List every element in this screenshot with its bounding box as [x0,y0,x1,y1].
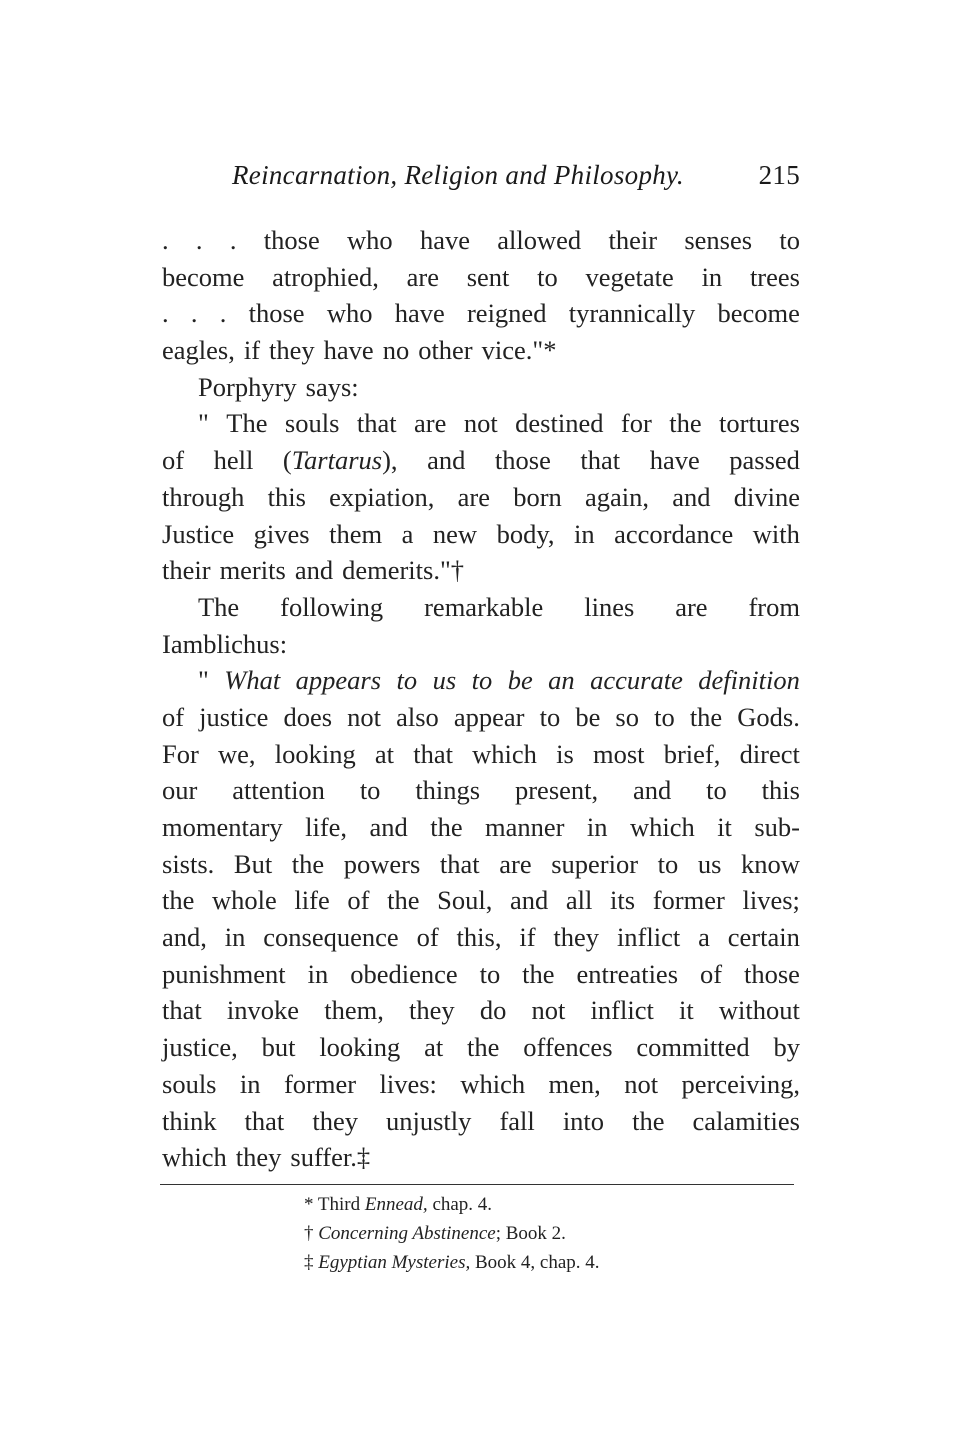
word: from [748,591,800,622]
word: momentary [162,812,283,842]
word: destined [515,408,604,439]
word: to [539,701,561,732]
word: that [244,1105,285,1136]
body-text [162,222,800,1176]
word: this [267,481,306,512]
word: (Tartarus), [282,445,398,476]
word: remarkable [424,591,544,622]
word: into [562,1105,605,1136]
word: looking [319,1032,401,1063]
word: are [499,848,532,879]
text-line [162,809,800,846]
word: for [620,408,652,439]
text-line [162,662,800,699]
text-line [162,626,800,663]
word: " [198,665,209,696]
word: passed [729,445,800,476]
word: us [697,848,722,879]
running-title: Reincarnation, Religion and Philosophy. [232,160,684,190]
word: committed [636,1032,750,1063]
text-line [162,479,800,516]
word: gives [253,518,310,549]
word: to [654,701,675,732]
word: at [374,738,395,769]
word: . [219,298,227,329]
word: whole [212,885,277,916]
word: we, [218,738,256,769]
word: Porphyry [198,371,297,402]
word: Soul, [437,885,493,916]
word: senses [684,225,753,255]
word: the [522,958,555,989]
word: vice."* [481,335,557,366]
word: it [679,995,694,1026]
footnote-ref: chap. 4. [432,1194,493,1215]
word: manner [485,812,565,842]
text-line [162,369,800,406]
word: our [162,775,198,806]
word: their [608,225,658,255]
word: us [432,665,457,696]
word: . [162,298,169,329]
word: things [415,775,481,806]
word: not [463,408,498,439]
word: again, [585,481,650,512]
word: the [632,1105,665,1136]
word: they [235,1142,282,1173]
word: to [706,775,727,806]
word: body, [496,518,555,549]
word: are [414,408,447,439]
word: but [261,1032,296,1063]
word: are [406,261,439,292]
word: most [592,738,645,769]
word: men, [548,1068,601,1099]
word: the [430,812,463,842]
footnote-divider [160,1184,794,1185]
word: to [396,665,418,696]
word: justice [199,701,269,732]
word: are [675,591,708,622]
word: those [248,298,305,329]
text-line [162,1066,800,1103]
text-line [162,919,800,956]
word: vegetate [585,261,674,292]
word: with [752,518,800,549]
word: sent [466,261,510,292]
word: in [573,518,595,549]
word: entreaties [576,958,679,989]
footnote-ref: Book 4, chap. 4. [474,1252,600,1273]
word: a [401,518,414,549]
word: What [224,665,281,696]
text-line [162,552,800,589]
word: be [507,665,533,696]
word: life, [305,812,348,842]
word: become [717,298,800,329]
word: the [291,848,325,879]
text-line [162,259,800,296]
word: if [519,922,536,953]
footnote-mark: ‡ [304,1252,314,1273]
word: merits [219,555,286,586]
word: those [744,958,800,989]
word: . [190,298,198,329]
word: other [418,335,473,366]
word: But [233,848,273,879]
word: Iamblichus: [162,628,288,659]
text-line [162,846,800,883]
word: offences [523,1032,613,1063]
word: no [382,335,410,366]
word: fall [499,1105,535,1136]
word: says: [305,371,359,402]
word: The [198,591,240,622]
word: For [162,738,199,769]
word: at [424,1032,444,1063]
word: life [294,885,330,916]
word: superior [551,848,639,879]
word: inflict [590,995,654,1026]
text-line [162,295,800,332]
footnote-lead: Third [317,1194,361,1215]
word: be [575,701,601,732]
word: this, [456,922,502,953]
text-line [162,882,800,919]
text-line [162,589,800,626]
word: are [457,481,490,512]
text-line [162,332,800,369]
word: inflict [616,922,681,953]
word: do [479,995,507,1026]
word: lives; [742,885,800,916]
word: allowed [497,225,582,255]
word: accordance [614,518,734,549]
footnote-source: Egyptian Mysteries, [318,1252,471,1273]
word: eagles, [162,335,235,366]
word: they [269,335,315,366]
word: invoke [226,995,300,1026]
word: tyrannically [568,298,696,329]
word: lines [584,591,635,622]
word: of [347,885,370,916]
word: and [633,775,672,806]
word: think [162,1105,217,1136]
word: have [323,335,374,366]
word: The [226,408,268,439]
word: a [698,922,710,953]
word: that [580,445,621,476]
word: expiation, [329,481,435,512]
footnote-ref: ; Book 2. [495,1223,566,1244]
text-line [162,1139,800,1176]
word: in [224,922,246,953]
word: trees [749,261,800,292]
word: reigned [466,298,547,329]
word: is [556,738,574,769]
word: sub- [754,812,800,842]
word: in [586,812,608,842]
word: souls [162,1068,217,1099]
word: of [416,922,439,953]
word: new [432,518,478,549]
footnote-source: Ennead, [364,1194,428,1215]
word: former [283,1068,357,1099]
word: all [565,885,593,916]
text-line [162,516,800,553]
word: and [294,555,334,586]
word: divine [733,481,800,512]
word: in [701,261,723,292]
word: Justice [162,518,235,549]
word: it [717,812,732,842]
word: to [479,958,501,989]
word: of [162,445,185,476]
word: the [669,408,702,439]
word: and [509,885,549,916]
footnote-2 [304,1219,600,1248]
word: " [198,408,209,439]
word: without [718,995,800,1026]
word: to [471,665,493,696]
word: sists. [162,848,215,879]
word: punishment [162,958,286,989]
word: which [162,1142,227,1173]
word: who [326,298,373,329]
word: born [513,481,562,512]
word: those [494,445,551,476]
word: . [162,225,169,255]
word: present, [514,775,599,806]
running-header [232,160,800,200]
text-line [162,736,800,773]
word: justice, [162,1032,238,1063]
word: that [439,848,480,879]
word: demerits."† [342,555,465,586]
footnote-mark: * [304,1194,314,1215]
text-line [162,222,800,259]
word: in [307,958,329,989]
word: of [162,701,185,732]
word: that [162,995,202,1026]
word: accurate [590,665,683,696]
word: to [537,261,558,292]
word: become [162,261,245,292]
word: powers [343,848,421,879]
word: attention [232,775,325,806]
word: souls [284,408,340,439]
word: that [413,738,453,769]
word: those [263,225,320,255]
word: to [657,848,679,879]
word: who [347,225,393,255]
word: looking [274,738,356,769]
word: which [472,738,537,769]
word: if [243,335,261,366]
word: the [467,1032,500,1063]
word: in [239,1068,261,1099]
word: the [387,885,420,916]
word: have [394,298,445,329]
text-line [162,772,800,809]
word: of [699,958,723,989]
word: not [531,995,566,1026]
word: the [162,885,195,916]
footnote-1 [304,1190,600,1219]
word: their [162,555,211,586]
word: this [761,775,800,806]
page-number: 215 [758,160,800,190]
word: former [652,885,725,916]
word: unjustly [386,1105,472,1136]
text-line [162,992,800,1029]
word: also [396,701,439,732]
word: by [773,1032,800,1063]
word: which [629,812,695,842]
word: obedience [350,958,458,989]
word: which [460,1068,526,1099]
text-line [162,1103,800,1140]
word: . [229,225,237,255]
word: perceiving, [681,1068,800,1099]
footnote-mark: † [304,1223,314,1244]
word: direct [739,738,800,769]
word: the [689,701,723,732]
word: and [427,445,466,476]
text-line [162,405,800,442]
word: them [329,518,383,549]
word: appears [295,665,382,696]
word: them, [324,995,384,1026]
word: hell [213,445,254,476]
word: have [649,445,700,476]
word: its [610,885,636,916]
word: does [283,701,333,732]
word: consequence [263,922,399,953]
text-line [162,442,800,479]
word: to [359,775,381,806]
word: atrophied, [272,261,379,292]
word: to [779,225,800,255]
word: through [162,481,245,512]
word: know [741,848,800,879]
word: and [672,481,711,512]
word: they [553,922,600,953]
word: suffer.‡ [290,1142,371,1173]
text-line [162,1029,800,1066]
word: definition [698,665,800,696]
text-line [162,699,800,736]
word: calamities [692,1105,800,1136]
word: and, [162,922,207,953]
word: not [347,701,381,732]
word: Gods. [737,701,800,732]
word: and [369,812,408,842]
word: following [280,591,384,622]
word: tortures [719,408,800,439]
word: they [312,1105,358,1136]
word: lives: [379,1068,437,1099]
word: have [419,225,470,255]
word: brief, [663,738,721,769]
word: so [615,701,639,732]
text-line [162,956,800,993]
word: an [548,665,575,696]
word: appear [453,701,525,732]
footnotes [304,1190,600,1277]
word: that [356,408,397,439]
word: . [195,225,203,255]
word: they [409,995,455,1026]
footnote-source: Concerning Abstinence [318,1223,496,1244]
footnote-3 [304,1248,600,1277]
word: not [624,1068,659,1099]
word: certain [727,922,800,953]
